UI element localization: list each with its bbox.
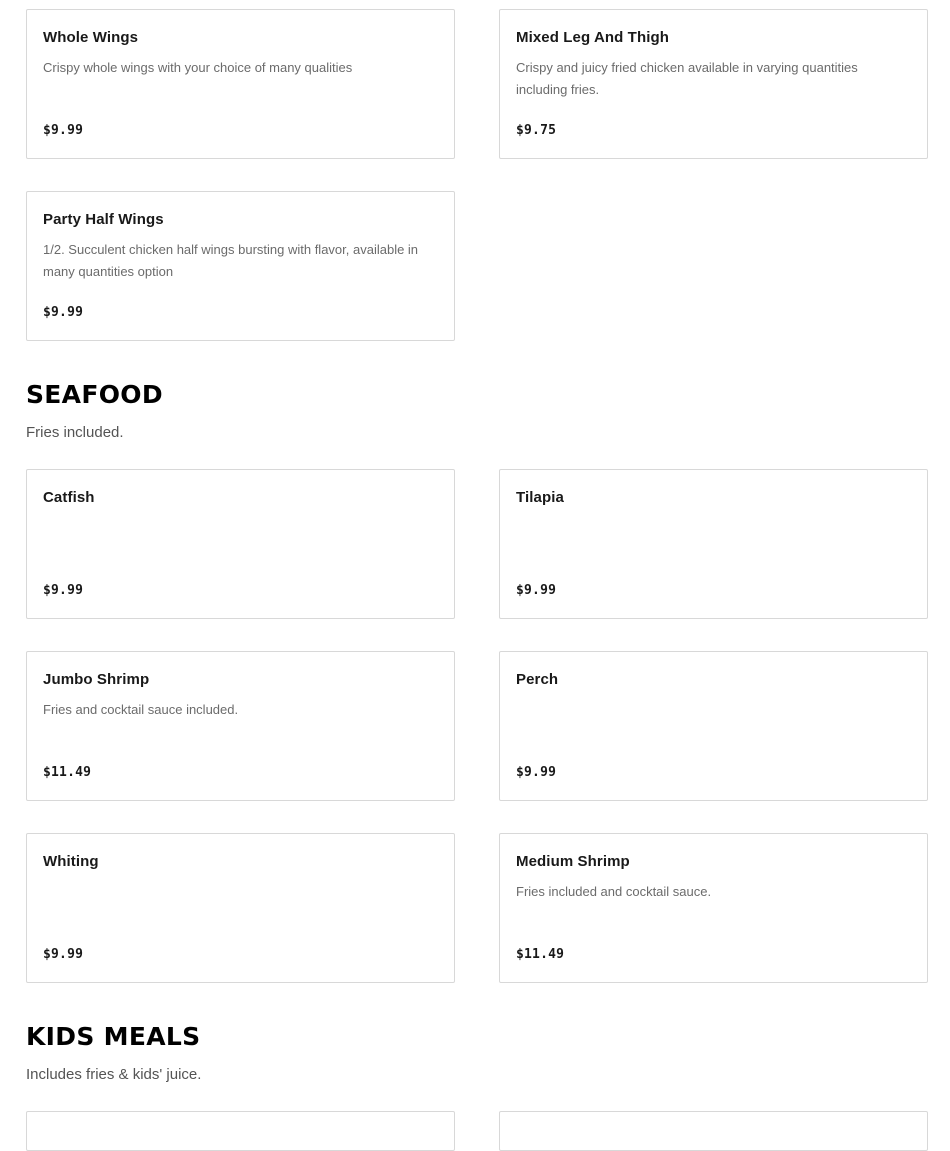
section-subtitle-seafood: Fries included.	[26, 424, 124, 441]
menu-item-price: $11.49	[43, 765, 92, 780]
menu-item-name: Whole Wings	[43, 29, 139, 46]
section-subtitle-kids-meals: Includes fries & kids' juice.	[26, 1066, 202, 1083]
menu-item-description: Fries included and cocktail sauce.	[516, 884, 712, 899]
menu-item-card[interactable]	[26, 651, 455, 801]
menu-item-card[interactable]	[499, 833, 928, 983]
menu-item-description: Crispy and juicy fried chicken available in varying quantities including fries.	[516, 60, 858, 97]
menu-item-name: Jumbo Shrimp	[43, 671, 150, 688]
section-title-kids-meals: KIDS MEALS	[26, 1022, 201, 1051]
menu-item-card[interactable]	[499, 469, 928, 619]
menu-item-card[interactable]	[26, 469, 455, 619]
menu-item-name: Catfish	[43, 489, 95, 506]
menu-item-price: $9.99	[43, 583, 84, 598]
menu-item-card[interactable]	[499, 1111, 928, 1151]
menu-item-card[interactable]	[26, 9, 455, 159]
menu-item-description: 1/2. Succulent chicken half wings bursting with flavor, available in many quantities option	[43, 242, 419, 279]
menu-item-price: $9.99	[43, 123, 84, 138]
menu-item-name: Medium Shrimp	[516, 853, 630, 870]
menu-item-description: Fries and cocktail sauce included.	[43, 702, 239, 717]
menu-item-name: Whiting	[43, 853, 99, 870]
menu-item-name: Mixed Leg And Thigh	[516, 29, 669, 46]
menu-item-description: Crispy whole wings with your choice of many qualities	[43, 60, 353, 75]
section-title-seafood: SEAFOOD	[26, 380, 163, 409]
menu-item-card[interactable]	[26, 1111, 455, 1151]
menu-item-price: $9.75	[516, 123, 557, 138]
menu-item-price: $9.99	[43, 947, 84, 962]
menu-item-card[interactable]	[499, 651, 928, 801]
menu-item-price: $9.99	[516, 765, 557, 780]
menu-item-price: $9.99	[43, 305, 84, 320]
menu-item-card[interactable]	[499, 9, 928, 159]
menu-item-card[interactable]	[26, 191, 455, 341]
menu-item-name: Party Half Wings	[43, 211, 164, 228]
menu-item-name: Tilapia	[516, 489, 564, 506]
menu-item-price: $9.99	[516, 583, 557, 598]
menu-item-card[interactable]	[26, 833, 455, 983]
menu-item-price: $11.49	[516, 947, 565, 962]
menu-item-name: Perch	[516, 671, 559, 688]
